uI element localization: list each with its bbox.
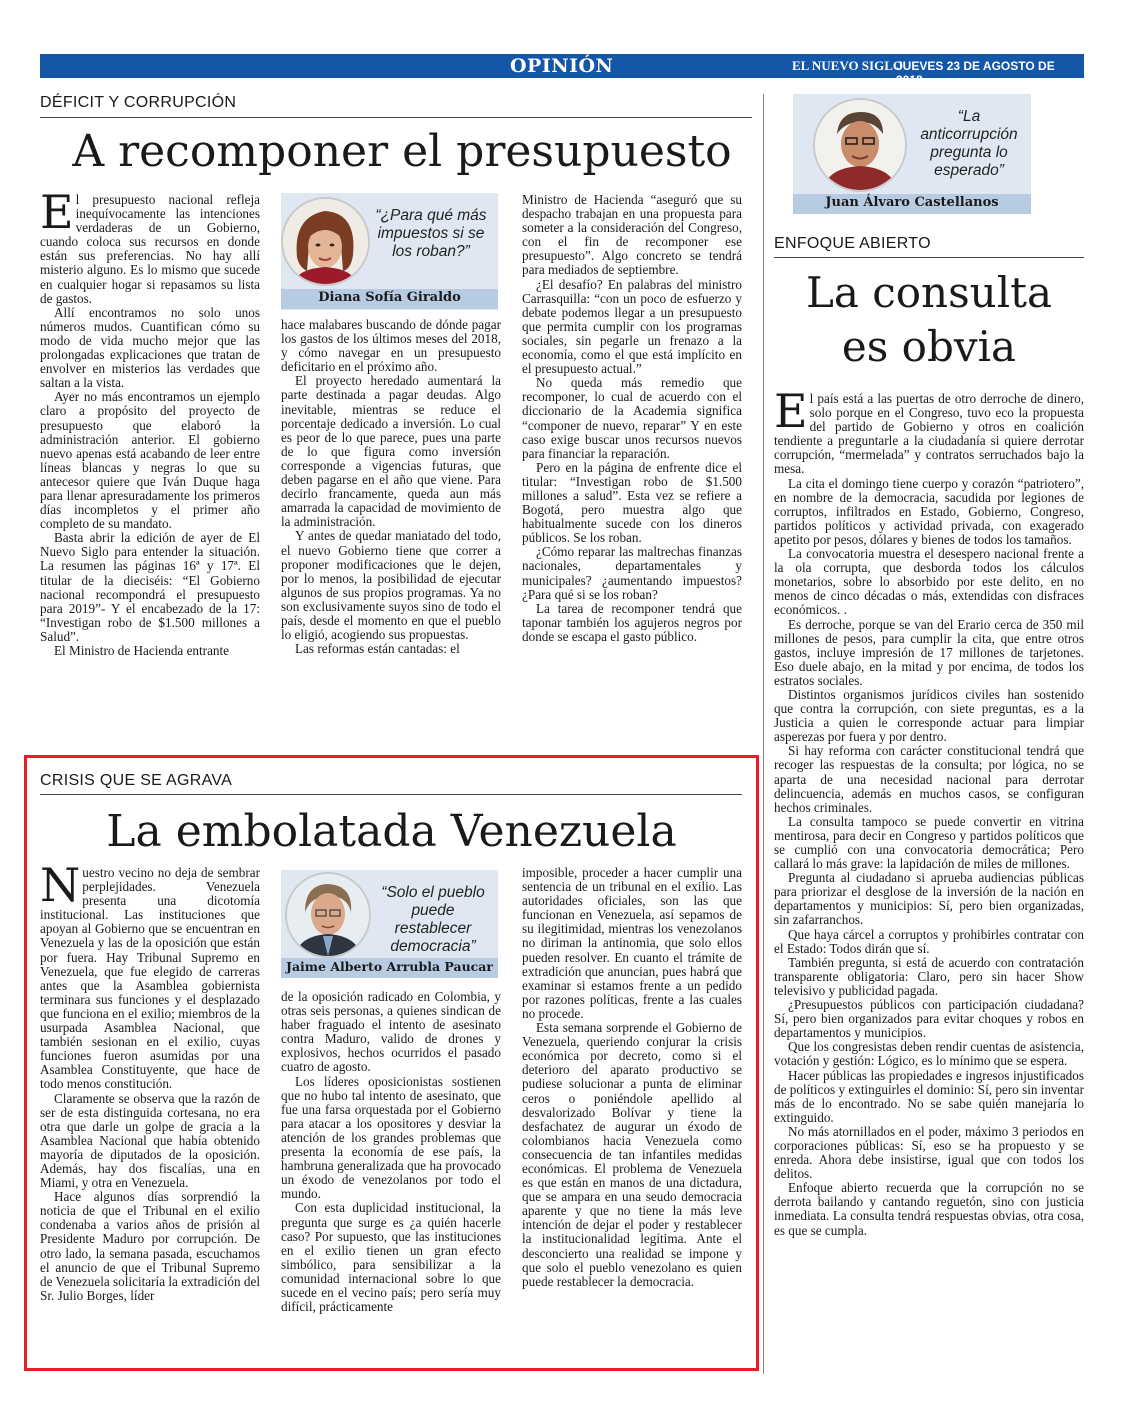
paragraph: Si hay reforma con carácter constitucional tendrá que recoger las respuestas de la consulta; por lógica, no se aparta de una necesidad nacional para derrotar delincuencia, además en muchos casos, se configuran hechos criminales.: [774, 743, 1084, 815]
paragraph: de la oposición radicado en Colombia, y otras seis personas, a quienes sindican de haber fraguado el intento de asesinato contra Maduro, valido de drones y explosivos, hechos ocurridos el pasado cuatro de agosto.: [281, 989, 501, 1075]
article-column-1: [40, 858, 260, 1303]
kicker-divider: [774, 257, 1084, 258]
paragraph: Con esta duplicidad institucional, la pregunta que surge es ¿a quién hacerle caso? Por supuesto, que las instituciones en el exilio tienen un gran efecto simbólico, para sensibilizar a la comunidad internacional sobre lo que sucede en el vecino país; pero sería muy difícil, prácticamente: [281, 1200, 501, 1315]
paragraph: Enfoque abierto recuerda que la corrupción no se derrota bailando y cantando reguetón, sino con justicia inmediata. La consulta tendrá respuestas obvias, otra cosa, es que se cumpla.: [774, 1180, 1084, 1238]
paragraph: Ministro de Hacienda “aseguró que su despacho trabajan en una propuesta para someter a la consideración del Congreso, con el fin de recomponer ese presupuesto”. Algo concreto se tendrá para mediados de septiembre.: [522, 192, 742, 278]
article-column-2: [281, 318, 501, 656]
paragraph: l país está a las puertas de otro derroche de dinero, solo porque en el Congreso, tuvo eco la propuesta del partido de Gobierno y otros en coalición tendiente a preguntarle a la ciudadanía si quiere derrotar corrupción, “mermelada” y contratos serruchados bajo la mesa.: [774, 391, 1084, 477]
paragraph: uestro vecino no deja de sembrar perplejidades. Venezuela presenta una dicotomía institucional. Las instituciones que apoyan al Gobierno que se encuentran en Venezuela y las de la oposición que están por fuera. Hay Tribunal Supremo en Venezuela, que fue elegido de carreras antes que la Asamblea gobiernista terminara sus funciones y el desplazado que funciona en el exilio; miembros de la usurpada Asamblea Nacional, que también sesionan en el exilio, cuyas funciones fueron asumidas por una Asamblea Constituyente, que hace de todo menos constitución.: [40, 865, 260, 1092]
column-divider: [763, 94, 764, 1374]
kicker-divider: [40, 117, 752, 118]
article-column-1: [40, 185, 260, 658]
paragraph: Que los congresistas deben rendir cuentas de asistencia, votación y gestión: Lógico, es lo mínimo que se espera.: [774, 1039, 1084, 1069]
paragraph: No más atornillados en el poder, máximo 3 periodos en corporaciones públicas: Sí, eso se ha propuesto y se enreda. Ahora debe insistirse, igual que con todos los delitos.: [774, 1123, 1084, 1182]
header-bar: [40, 54, 1121, 87]
paragraph: La consulta tampoco se puede convertir en vitrina mentirosa, para decir en Congreso y partidos políticos que se cumplió con una convocatoria democrática; Pero callará lo más grave: la lapidación de miles de millones.: [774, 813, 1084, 872]
pull-quote: “La anticorrupción pregunta lo esperado”: [920, 108, 1018, 179]
pull-quote-box: [281, 870, 498, 978]
article-column-3: [522, 193, 742, 644]
newspaper-name: EL NUEVO SIGLO: [792, 58, 903, 73]
paragraph: Allí encontramos no solo unos números mudos. Cuantifican cómo su modo de vida mucho mejor que las prolongadas explicaciones que tratan de envolver en misterios las verdades que saltan a la vista.: [40, 304, 260, 391]
pull-quote-box: [793, 94, 1031, 214]
pull-quote: “¿Para qué más impuestos si se los roban?”: [375, 207, 487, 260]
article-kicker: DÉFICIT Y CORRUPCIÓN: [40, 94, 237, 111]
paragraph: l presupuesto nacional refleja inequívocamente las intenciones verdaderas de un Gobierno, cuando coloca sus recursos en donde están sus preferencias. No hay allí misterio alguno. Es lo mismo que sucede en cualquier hogar si repasamos su lista de gastos.: [40, 192, 260, 306]
paragraph: Es derroche, porque se van del Erario cerca de 350 mil millones de pesos, para cumplir la cita, que entre otros gastos, incluye impresión de 17 millones de tarjetones. Eso duele abajo, en la mitad y por encima, de todos los estratos sociales.: [774, 616, 1084, 688]
paragraph: No queda más remedio que recomponer, lo cual de acuerdo con el diccionario de la Academia significa “componer de nuevo, reparar” Y en este caso exige buscar unos recursos nuevos para financiar la reparación.: [522, 375, 742, 461]
drop-cap: E: [774, 384, 808, 438]
author-photo: [281, 197, 370, 286]
drop-cap: E: [40, 185, 74, 239]
article-headline-line-1: La consulta: [805, 268, 1053, 317]
paragraph: Los líderes oposicionistas sostienen que no hubo tal intento de asesinato, que fue una farsa orquestada por el Gobierno para atacar a los opositores y desviar la atención de los grandes problemas que presenta la economía de ese país, la hambruna generalizada que ha provocado un éxodo de venezolanos por todo el mundo.: [281, 1073, 501, 1202]
portrait-woman-icon: [283, 199, 368, 284]
section-title: OPINIÓN: [510, 55, 614, 77]
paragraph: Pregunta al ciudadano si aprueba audiencias públicas para priorizar el desglose de la inversión de la nación en departamentos y municipios: Sí, pero bien organizadas, sin zafarranchos.: [774, 870, 1084, 928]
article-column-2: [281, 990, 501, 1314]
paragraph: Que haya cárcel a corruptos y prohibirles contratar con el Estado: Todos dirán que sí.: [774, 926, 1084, 956]
author-photo: [813, 98, 907, 192]
article-kicker: ENFOQUE ABIERTO: [774, 235, 931, 252]
paragraph: El Ministro de Hacienda entrante: [54, 643, 230, 658]
author-name: Juan Álvaro Castellanos: [793, 194, 1031, 214]
portrait-man-icon: [287, 874, 369, 956]
pull-quote-box: [281, 193, 498, 310]
article-column-3: [522, 866, 742, 1289]
paragraph: La tarea de recomponer tendrá que taponar también los agujeros negros por donde se escapa el gasto público.: [522, 600, 742, 644]
paragraph: Hace algunos días sorprendió la noticia de que el Tribunal en el exilio condenaba a varios años de prisión al Presidente Maduro por corrupción. De otro lado, la semana pasada, escuchamos el anuncio de que el Tribunal Supremo de Venezuela solicitaría la extradición del Sr. Julio Borges, líder: [40, 1189, 260, 1303]
paragraph: Distintos organismos jurídicos civiles han sostenido que contra la corrupción, con siete preguntas, es a la Justicia a quien le corresponde actuar para limpiar asperezas por fuera y por dentro.: [774, 686, 1084, 745]
paragraph: ¿Presupuestos públicos con participación ciudadana? Sí, pero bien organizados para evitar choques y robos en departamentos y municipios.: [774, 997, 1084, 1041]
paragraph: ¿El desafío? En palabras del ministro Carrasquilla: “con un poco de esfuerzo y debate podemos llegar a un presupuesto que permita cumplir con los programas sociales, sin pegarle un frenazo a la economía, como el que está implícito en el presupuesto actual.”: [522, 276, 742, 377]
kicker-divider: [40, 794, 742, 795]
author-name: Diana Sofía Giraldo: [281, 289, 498, 309]
article-column: [774, 384, 1084, 1238]
paragraph: Ayer no más encontramos un ejemplo claro a propósito del proyecto de presupuesto que elaboró la administración anterior. El gobierno nuevo apenas está acabando de leer entre líneas blancas y negras lo que su antecesor quiere que Iván Duque haga para llenar apresuradamente los primeros días incompletos y el primer año completo de su mandato.: [40, 389, 260, 532]
paragraph: Basta abrir la edición de ayer de El Nuevo Siglo para entender la situación. La resumen las páginas 16ª y 17ª. El titular de la dieciséis: “El Gobierno nacional recompondrá el presupuesto para 2019”- Y el encabezado de la 17: “Investigan robo de $1.500 millones a Salud”.: [40, 530, 260, 644]
author-name: Jaime Alberto Arrubla Paucar: [281, 958, 498, 978]
paragraph: Y antes de quedar maniatado del todo, el nuevo Gobierno tiene que correr a proponer modificaciones que le dejen, por lo menos, la posibilidad de ejecutar algunos de sus propios programas. Ya no son exclusivamente suyos sino de todo el país, desde el momento en que el pueblo lo eligió, acogiendo sus propuestas.: [281, 528, 501, 643]
paragraph: Hacer públicas las propiedades e ingresos injustificados de políticos y extinguirles el dominio: Sí, pero sin inventar más de lo encontrado. No se sabe quién manejaría lo extinguido.: [774, 1067, 1084, 1125]
paragraph: imposible, proceder a hacer cumplir una sentencia de un tribunal en el exilio. Las autoridades oficiales, son las que funcionan en Venezuela, así sepamos de su ilegitimidad, mientras los venezolanos no diriman la antinomia, que solo ellos pueden resolver. En cuanto el trámite de extradición que anuncian, pues habrá que examinar si estamos frente a un pedido por razones políticas, frente a las cuales no procede.: [522, 865, 742, 1021]
article-kicker: CRISIS QUE SE AGRAVA: [40, 772, 233, 789]
pull-quote: “Solo el pueblo puede restablecer democracia”: [381, 884, 485, 955]
portrait-man-icon: [815, 100, 905, 190]
paragraph: hace malabares buscando de dónde pagar los gastos de los últimos meses del 2018, y cómo navegar en un presupuesto deficitario en el próximo año.: [281, 317, 501, 375]
paragraph: La cita el domingo tiene cuerpo y corazón “patriotero”, en nombre de la democracia, sacudida por legiones de corruptos, infiltrados en Estado, Gobierno, Congreso, partidos políticos y actividad privada, con exagerado apetito por pesos, dólares y bienes de todos los tamaños.: [774, 475, 1084, 547]
paragraph: La convocatoria muestra el desespero nacional frente a la ola corrupta, que desborda todos los cálculos monetarios, sobre lo absorbido por este delito, en no menos de cinco décadas o más, extendidas con disfraces económicos. .: [774, 546, 1084, 618]
paragraph: Las reformas están cantadas: el: [295, 641, 460, 657]
paragraph: También pregunta, si está de acuerdo con contratación transparente obligatoria: Claro, pero sin hacer Show televisivo y publicidad pagada.: [774, 954, 1084, 998]
article-headline: La embolatada Venezuela: [106, 806, 677, 857]
paragraph: El proyecto heredado aumentará la parte destinada a pagar deudas. Algo inevitable, mientras se reduce el porcentaje dedicado a inversión. Lo cual es peor de lo que parece, pues una parte de lo que figura como inversión corresponde a vigencias futuras, que deben pagarse en el año que viene. Para decirlo francamente, queda aun más amarrada la capacidad de movimiento de la administración.: [281, 373, 501, 530]
author-photo: [285, 872, 371, 958]
page-number: 9A: [1096, 54, 1121, 75]
article-headline: A recomponer el presupuesto: [72, 126, 732, 177]
article-headline-line-2: es obvia: [841, 322, 1017, 371]
paragraph: Claramente se observa que la razón de ser de esta distinguida cortesana, no era otra que darle un golpe de gracia a la Asamblea Nacional que había obtenido mayoría de diputados de la oposición. Además, hay dos fiscalías, una en Miami, y otra en Venezuela.: [40, 1090, 260, 1191]
drop-cap: N: [40, 858, 81, 912]
issue-date: JUEVES 23 DE AGOSTO DE 2018: [896, 59, 1055, 87]
paragraph: Pero en la página de enfrente dice el titular: “Investigan robo de $1.500 millones a salud”. Esta vez se refiere a Bogotá, pero muestra algo que habitualmente sucede con los dineros públicos. Se los roban.: [522, 459, 742, 546]
paragraph: ¿Cómo reparar las maltrechas finanzas nacionales, departamentales y municipales? ¿aumentando impuestos? ¿Para qué si se los roban?: [522, 544, 742, 602]
paragraph: Esta semana sorprende el Gobierno de Venezuela, queriendo conjurar la crisis económica por decreto, como si el deterioro del aparato productivo se pudiese solucionar a punta de eliminar ceros o poniéndole apellido al desvalorizado Bolívar y tiene la desfachatez de augurar un éxodo de colombianos hacia Venezuela como consecuencia de tan infantiles medidas económicas. El problema de Venezuela es que están en manos de una dictadura, que se ampara en una seudo democracia aparente y que no tiene la más leve intención de dejar el poder y restablecer la institucionalidad legítima. Ante el desconcierto una realidad se impone y que solo el pueblo venezolano es quien puede restablecer la democracia.: [522, 1020, 742, 1289]
